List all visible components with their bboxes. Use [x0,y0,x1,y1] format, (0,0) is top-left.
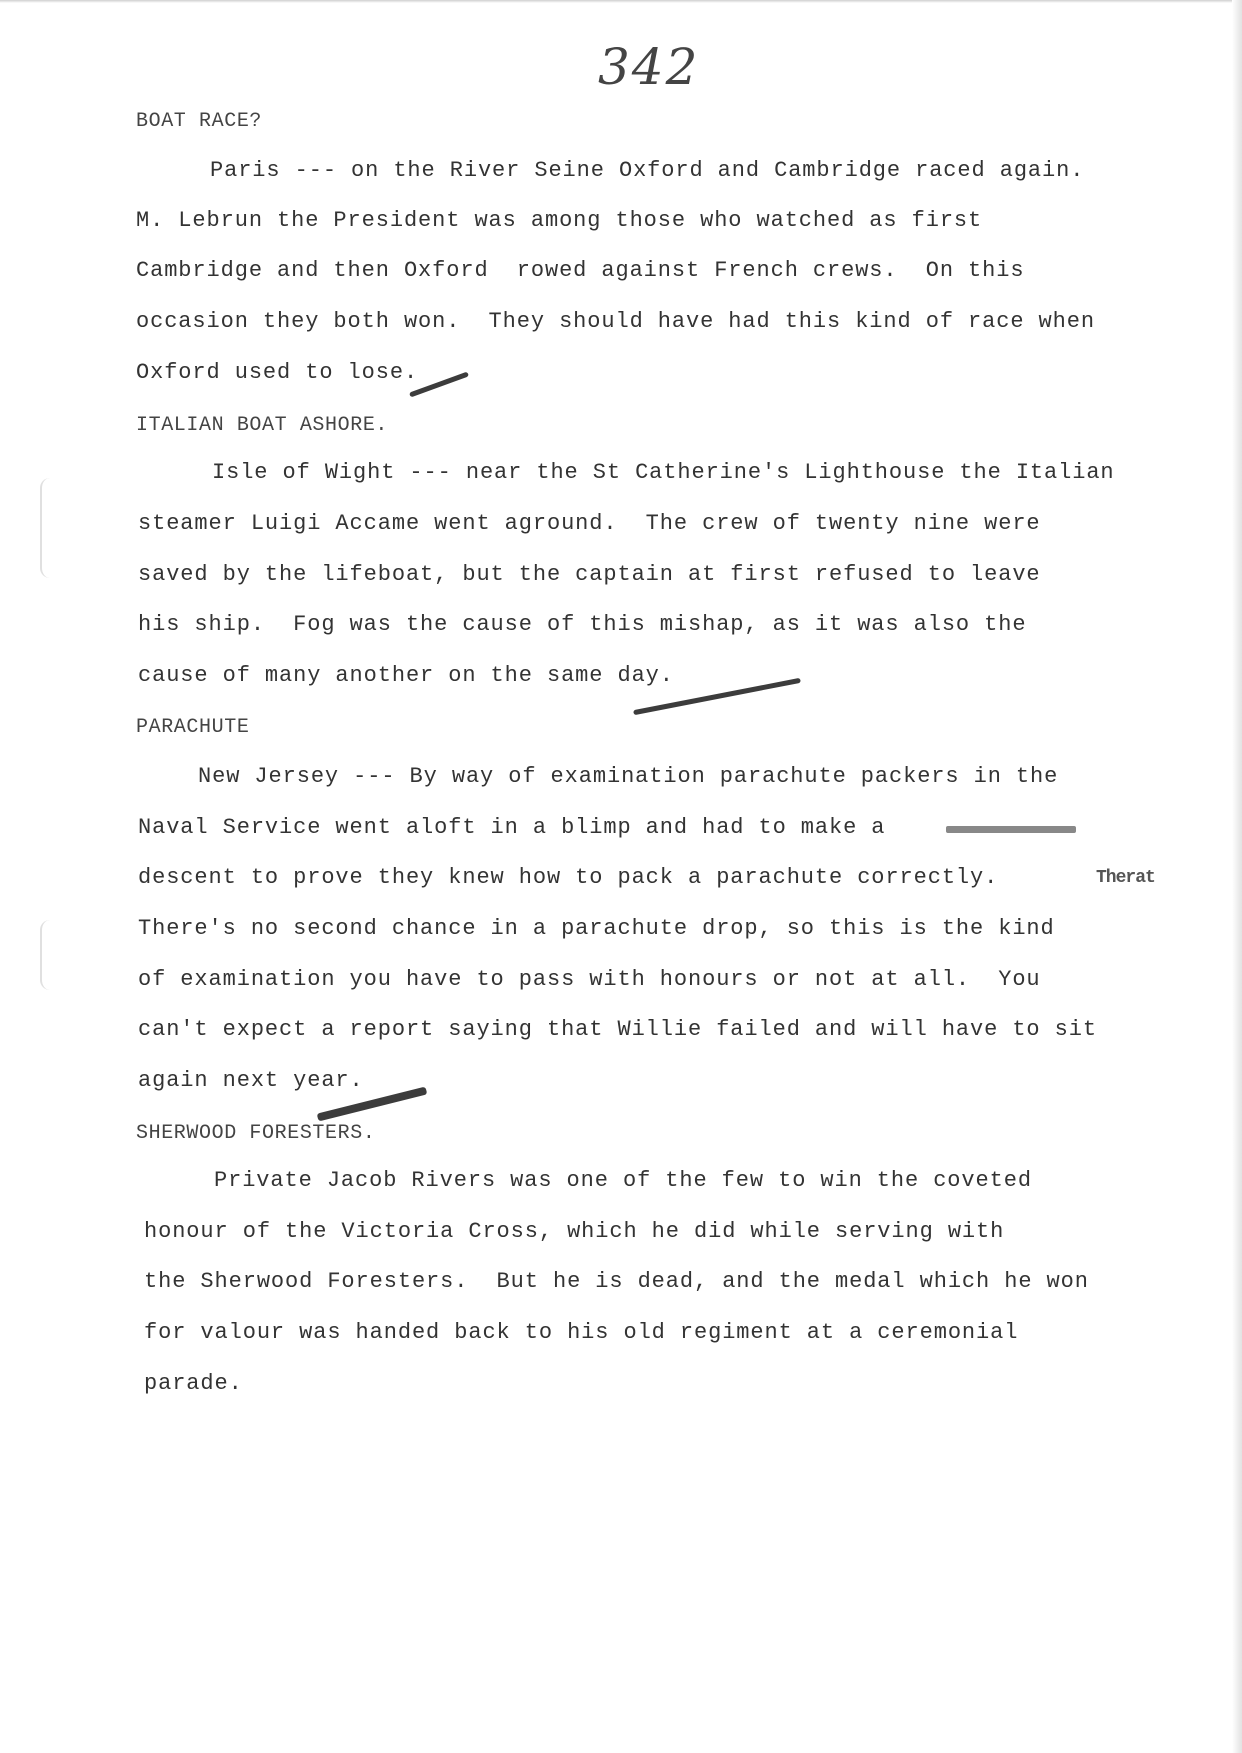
margin-mark [40,478,56,578]
paragraph-line: cause of many another on the same day. [138,663,674,688]
paragraph-line: descent to prove they knew how to pack a parachute correctly. [138,865,999,890]
struck-out-word [946,826,1076,833]
section-heading: ITALIAN BOAT ASHORE. [136,414,389,437]
section-heading: BOAT RACE? [136,110,263,133]
paragraph-line: M. Lebrun the President was among those who watched as first [136,208,983,233]
section-heading: SHERWOOD FORESTERS. [136,1122,376,1145]
page-edge-top [0,0,1242,3]
paragraph-line: the Sherwood Foresters. But he is dead, and the medal which he won [144,1269,1089,1294]
paragraph-line: Cambridge and then Oxford rowed against French crews. On this [136,258,1025,283]
paragraph-line: parade. [144,1371,243,1396]
paragraph-line: Naval Service went aloft in a blimp and had to make a [138,815,886,840]
paragraph-line: Private Jacob Rivers was one of the few to win the coveted [214,1168,1032,1193]
page-edge-right [1232,0,1242,1753]
paragraph-line: again next year. [138,1068,364,1093]
section-heading: PARACHUTE [136,716,250,739]
paragraph-line: saved by the lifeboat, but the captain at first refused to leave [138,562,1041,587]
paragraph-line: occasion they both won. They should have had this kind of race when [136,309,1095,334]
paragraph-line: Oxford used to lose. [136,360,419,385]
page-number: 342 [598,38,700,96]
paragraph-line: can't expect a report saying that Willie failed and will have to sit [138,1017,1097,1042]
paragraph-line: Isle of Wight --- near the St Catherine's Lighthouse the Italian [212,460,1115,485]
paragraph-line: his ship. Fog was the cause of this mishap, as it was also the [138,612,1027,637]
paragraph-line: New Jersey --- By way of examination parachute packers in the [198,764,1059,789]
paragraph-line: for valour was handed back to his old regiment at a ceremonial [144,1320,1019,1345]
paragraph-line: of examination you have to pass with honours or not at all. You [138,967,1041,992]
margin-mark [40,920,56,990]
paragraph-line: honour of the Victoria Cross, which he did while serving with [144,1219,1005,1244]
overtyped-word: Therat [1096,868,1155,888]
paragraph-line: There's no second chance in a parachute drop, so this is the kind [138,916,1055,941]
paragraph-line: Paris --- on the River Seine Oxford and Cambridge raced again. [210,158,1085,183]
paragraph-line: steamer Luigi Accame went aground. The crew of twenty nine were [138,511,1041,536]
